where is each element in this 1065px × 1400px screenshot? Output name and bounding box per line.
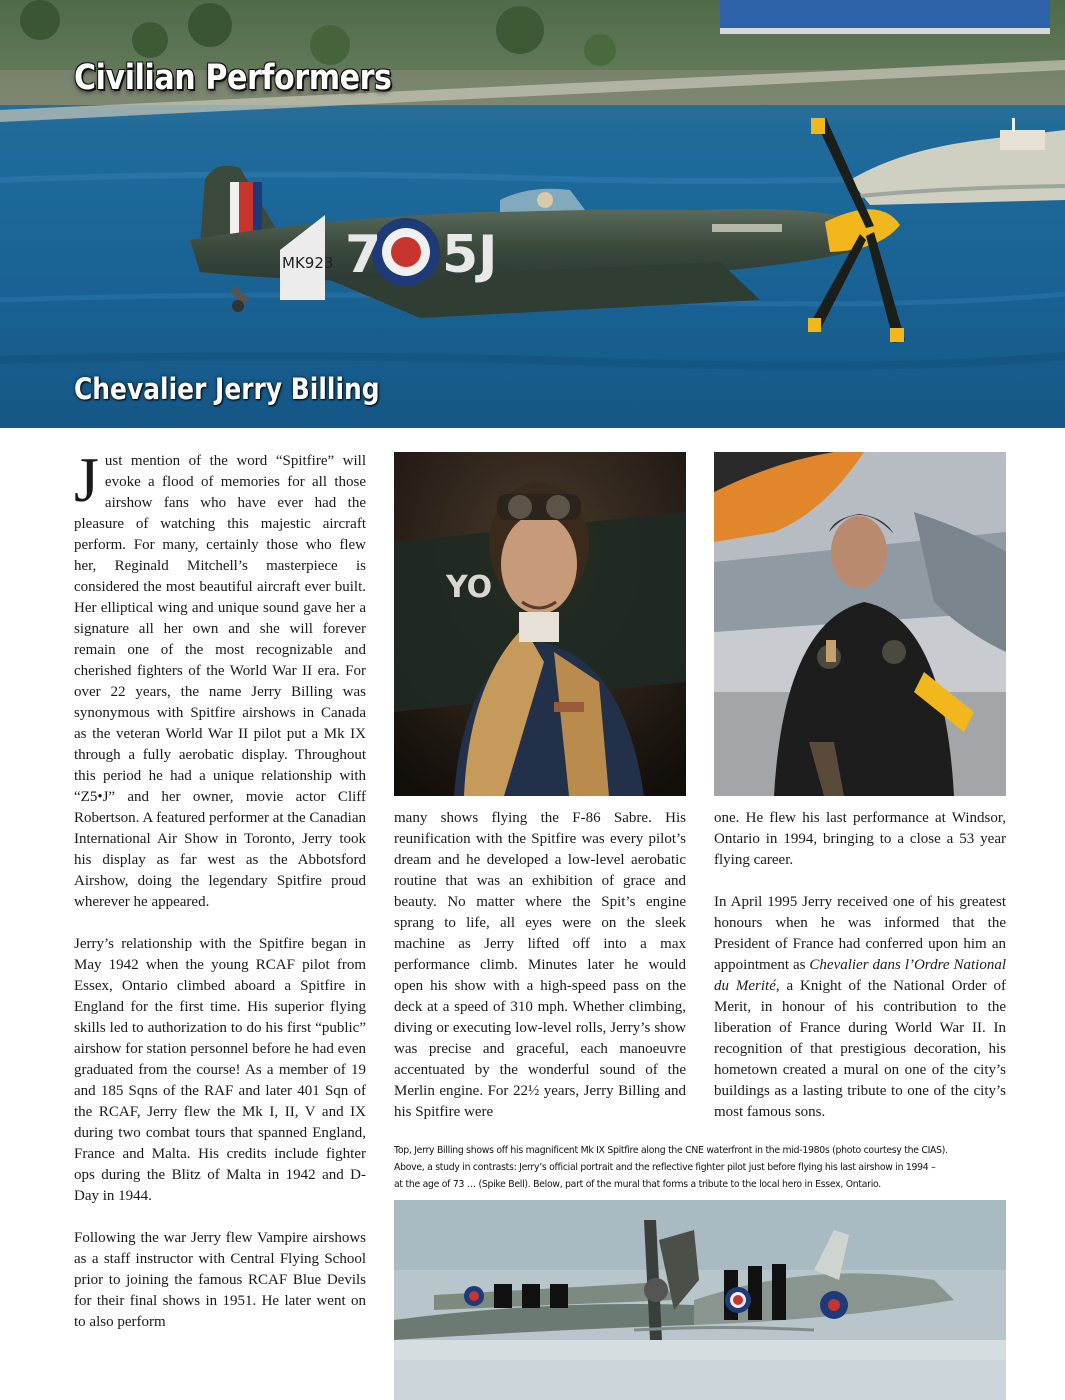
spitfire-mural-image — [394, 1200, 1006, 1400]
caption-line: Top, Jerry Billing shows off his magnificent Mk IX Spitfire along the CNE waterfront in the mid-1980s (photo courtesy the CIAS). — [394, 1145, 948, 1156]
pilot-portrait-image — [394, 452, 686, 796]
caption-line: at the age of 73 … (Spike Bell). Below, part of the mural that forms a tribute to the local hero in Essex, Ontario. — [394, 1179, 881, 1190]
aircraft-serial: MK923 — [282, 254, 334, 272]
honour-text: In April 1995 Jerry received one of his greatest honours when he was informed that the President of France had conferred upon him an appointment as — [714, 894, 1006, 973]
article-column-2 — [394, 808, 686, 1123]
photo-caption — [394, 1142, 963, 1193]
aircraft-code-letters: 5J — [442, 225, 498, 285]
caption-line: Above, a study in contrasts: Jerry’s official portrait and the reflective fighter pilot just before flying his last airshow in 1994 – — [394, 1162, 936, 1173]
article-paragraph: one. He flew his last performance at Windsor, Ontario in 1994, bringing to a close a 53 year flying career. — [714, 810, 1006, 868]
drop-cap: J — [74, 444, 99, 515]
portrait-photo — [394, 452, 686, 796]
hero-photo — [0, 0, 1065, 428]
article-column-3 — [714, 808, 1006, 1123]
aircraft-code-digit: 7 — [345, 225, 382, 285]
article-paragraph: Following the war Jerry flew Vampire airshows as a staff instructor with Central Flying School prior to joining the famous RCAF Blue Devils for their final shows in 1951. He later went on to also perform — [74, 1230, 366, 1330]
article-column-1 — [74, 444, 366, 1333]
intro-text: ust mention of the word “Spitfire” will evoke a flood of memories for all those airshow fans who have ever had the pleasure of watching this majestic aircraft perform. For many, certainly those who flew her, Reginald Mitchell’s masterpiece is considered the most beautiful aircraft ever built. Her elliptical wing and unique sound gave her a signature all her own and she will forever remain one of the most recognizable and cherished fighters of the World War II era. For over 22 years, the name Jerry Billing was synonymous with Spitfire airshows in Canada as the veteran World War II pilot put a Mk IX through a fully aerobatic display. Throughout this period he had a unique relationship with “Z5•J” and her owner, movie actor Cliff Robertson. A featured performer at the Canadian International Air Show in Toronto, Jerry took his display as far west as the Abbotsford Airshow, doing the legendary Spitfire proud wherever he appeared. — [74, 453, 366, 910]
section-title: Civilian Performers — [74, 58, 392, 98]
fuselage-code: YO — [446, 570, 493, 605]
mural-photo — [394, 1200, 1006, 1400]
pilot-jacket-photo — [714, 452, 1006, 796]
order-name: Chevalier dans l’Ordre National du Merité — [714, 957, 1006, 994]
honour-text-continued: , a Knight of the National Order of Merit, in honour of his contribution to the liberation of France during World War II. In recognition of that prestigious decoration, his hometown created a mural on one of the city’s buildings as a lasting tribute to one of the city’s most famous sons. — [714, 978, 1006, 1120]
article-paragraph — [714, 892, 1006, 1123]
article-title: Chevalier Jerry Billing — [74, 372, 380, 406]
pilot-with-spitfire-image — [714, 452, 1006, 796]
article-paragraph: Jerry’s relationship with the Spitfire began in May 1942 when the young RCAF pilot from Essex, Ontario climbed aboard a Spitfire in England for the first time. His superior flying skills led to authorization to do his first “public” airshow for station personnel before he had even graduated from the course! As a member of 19 and 185 Sqns of the RAF and later 401 Sqn of the RCAF, Jerry flew the Mk I, II, V and IX during two combat tours that spanned England, France and Malta. His credits include fighter ops during the Blitz of Malta in 1942 and D-Day in 1944. — [74, 936, 366, 1204]
article-paragraph: many shows flying the F-86 Sabre. His reunification with the Spitfire was every pilot’s dream and he developed a low-level aerobatic routine that was an exhibition of grace and beauty. No matter where the Spit’s engine sprang to life, all eyes were on the sleek machine as Jerry lifted off into a max performance climb. Minutes later he would open his show with a high-speed pass on the deck at a speed of 310 mph. Whether climbing, diving or executing low-level rolls, Jerry’s show was precise and graceful, each manoeuvre accentuated by the wonderful sound of the Merlin engine. For 22½ years, Jerry Billing and his Spitfire were — [394, 810, 686, 1120]
article-paragraph — [74, 444, 366, 913]
